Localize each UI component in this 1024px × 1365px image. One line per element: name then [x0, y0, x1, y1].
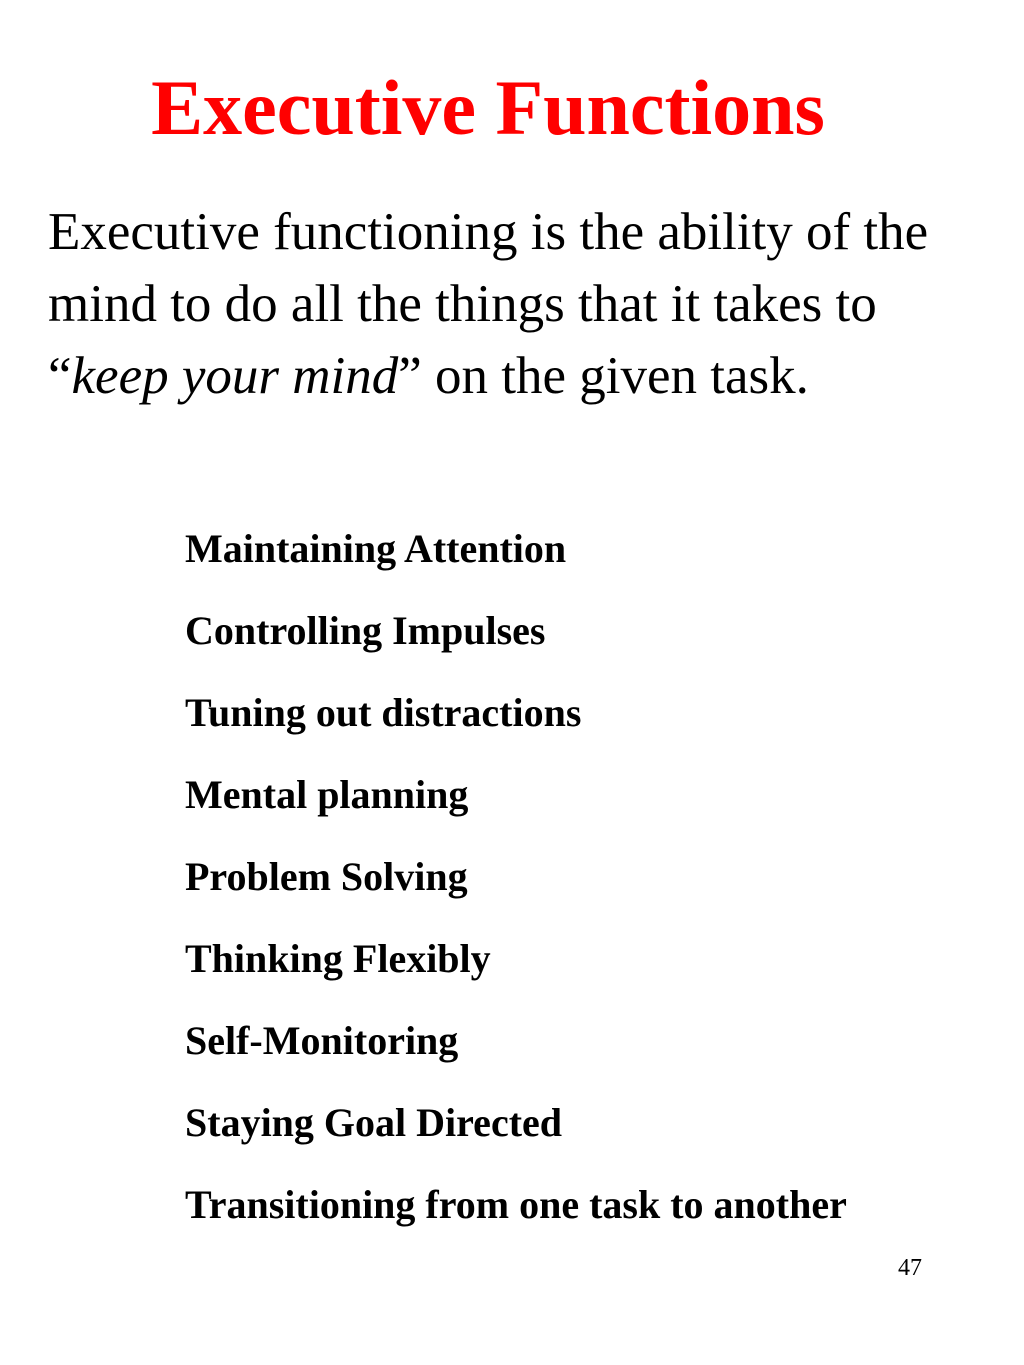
- list-item: Self-Monitoring: [185, 1018, 459, 1063]
- list-item: Tuning out distractions: [185, 690, 582, 735]
- intro-text-after: ” on the given task.: [398, 347, 809, 405]
- slide-title: Executive Functions: [151, 64, 825, 151]
- intro-text-before: Executive functioning is the ability of the mind to do all the things that it takes to “: [48, 203, 929, 405]
- intro-paragraph: [48, 196, 988, 412]
- list-item: Problem Solving: [185, 854, 468, 899]
- list-item: Transitioning from one task to another: [185, 1182, 847, 1227]
- page-number: 47: [898, 1255, 922, 1281]
- intro-emphasis: keep your mind: [71, 347, 399, 405]
- list-item: Controlling Impulses: [185, 608, 546, 653]
- list-item: Staying Goal Directed: [185, 1100, 563, 1145]
- list-item: Thinking Flexibly: [185, 936, 491, 981]
- list-item: Mental planning: [185, 772, 469, 817]
- executive-functions-list: [185, 508, 847, 1246]
- list-item: Maintaining Attention: [185, 526, 567, 571]
